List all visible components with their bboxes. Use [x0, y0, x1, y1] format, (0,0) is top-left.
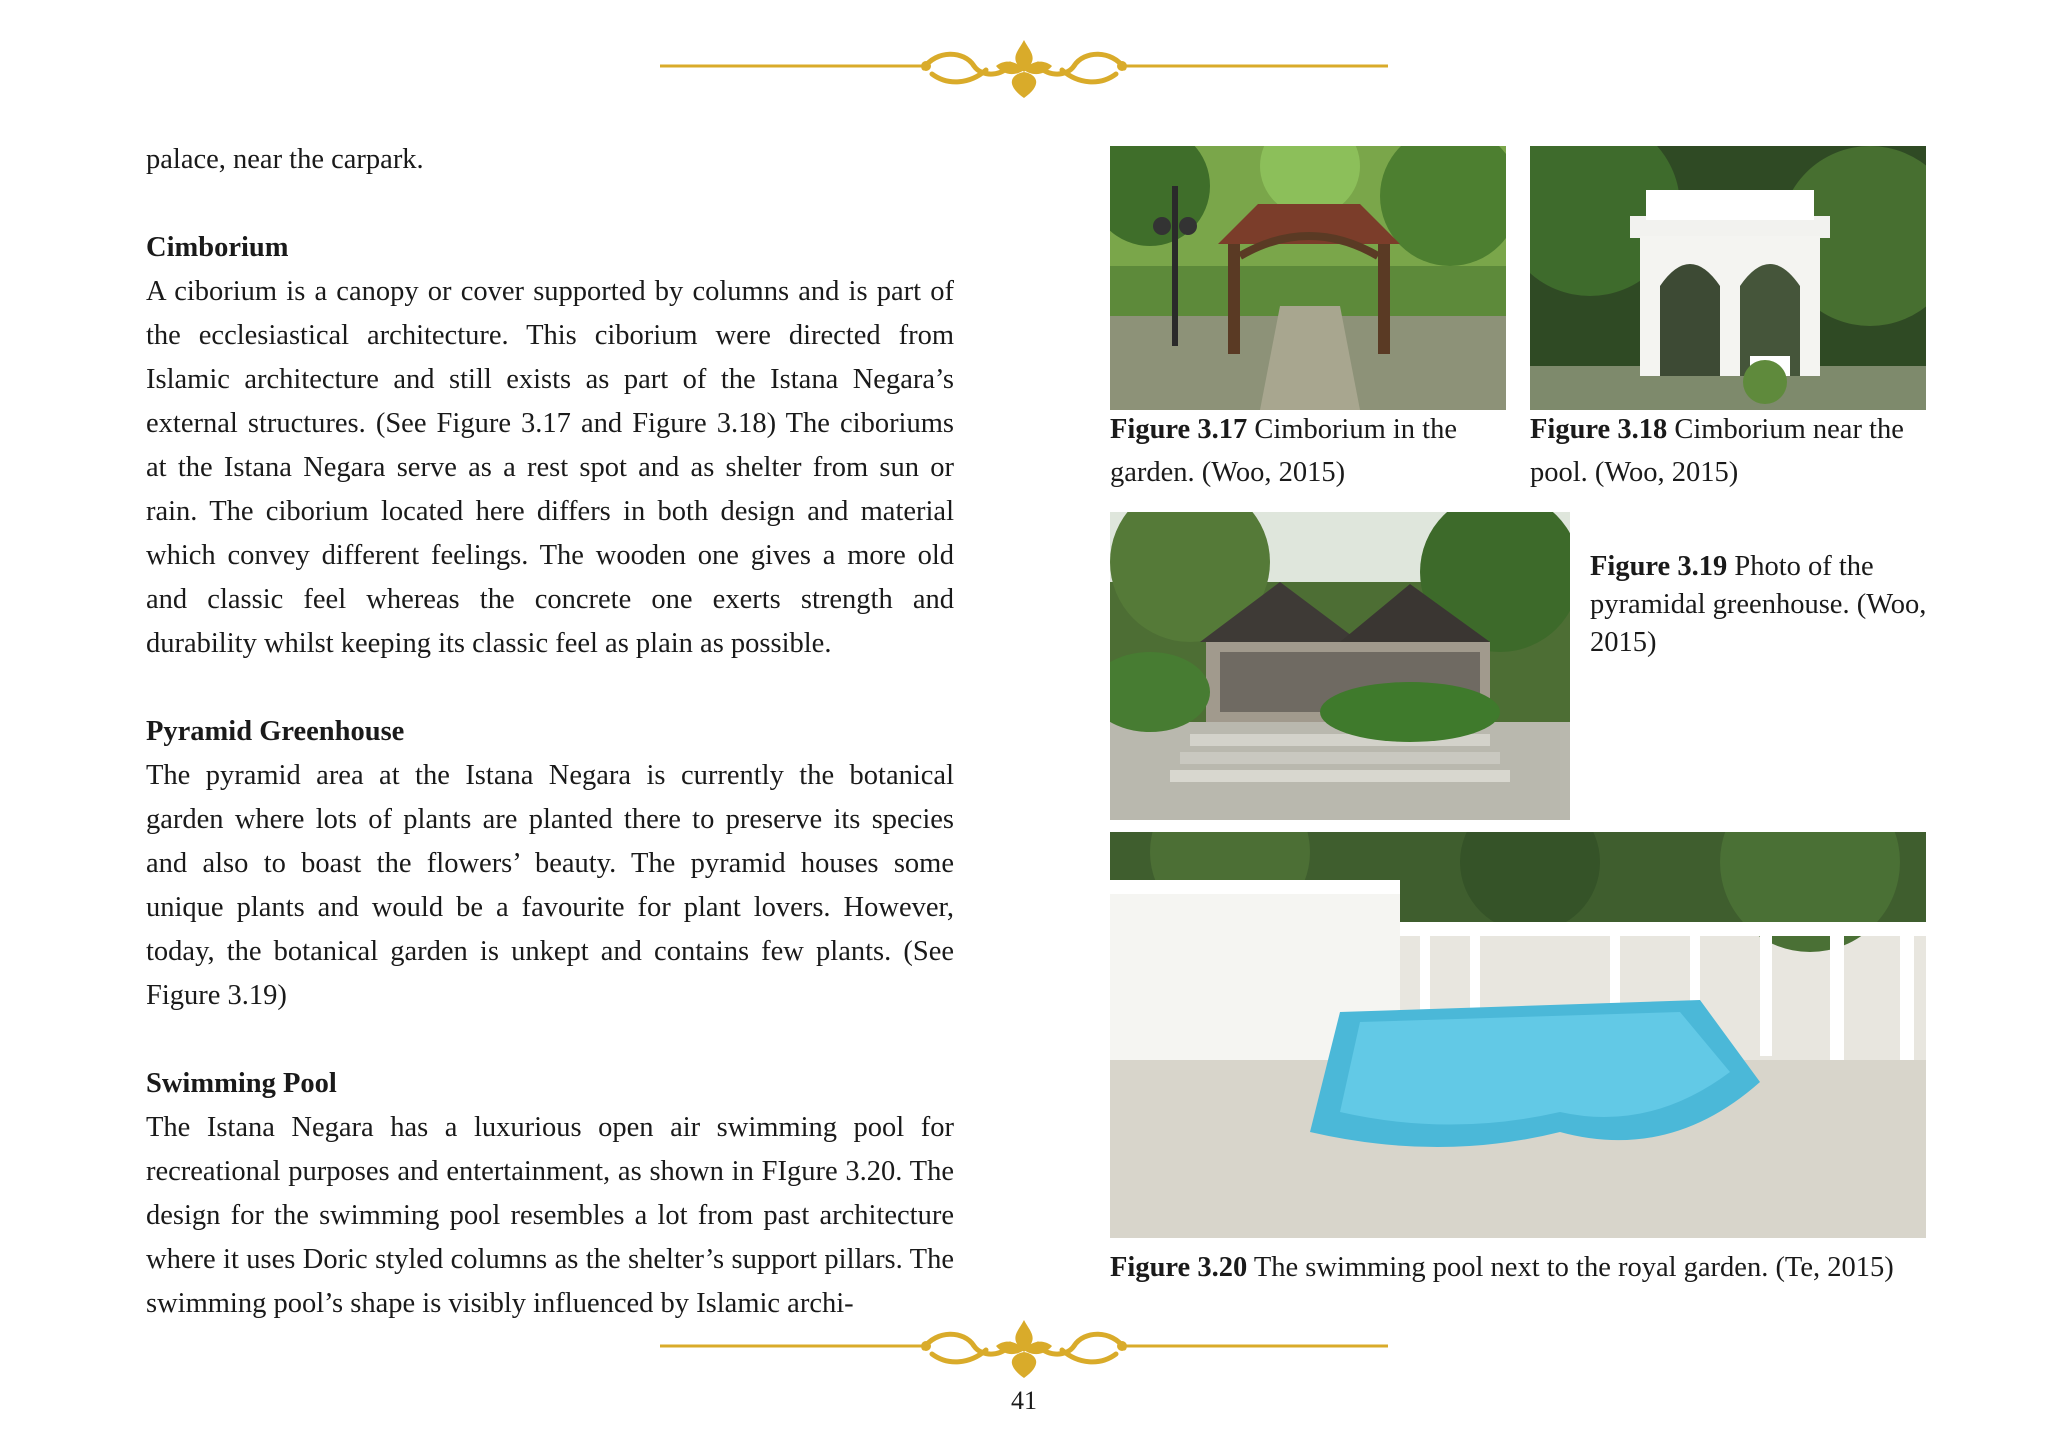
figure-3-17-caption: [1110, 408, 1510, 494]
section-cimborium: [146, 226, 954, 666]
figure-caption-text: The swimming pool next to the royal garden. (Te, 2015): [1253, 1252, 1894, 1283]
figure-label: Figure 3.19: [1590, 551, 1728, 582]
section-pyramid-greenhouse: [146, 710, 954, 1018]
bottom-ornament-divider: [660, 1316, 1388, 1386]
figure-3-18-caption: [1530, 408, 1930, 494]
figure-label: Figure 3.18: [1530, 414, 1668, 445]
body-text-column: [146, 138, 954, 1370]
figure-label: Figure 3.17: [1110, 414, 1248, 445]
section-heading: Cimborium: [146, 232, 289, 263]
section-heading: Swimming Pool: [146, 1068, 337, 1099]
intro-paragraph: palace, near the carpark.: [146, 144, 424, 175]
figure-label: Figure 3.20: [1110, 1252, 1248, 1283]
top-ornament-divider: [660, 36, 1388, 106]
section-paragraph: The Istana Negara has a luxurious open air swimming pool for recreational purposes and entertainment, as shown in FIgure 3.20. The design for the swimming pool resembles a lot from past architecture where it uses Doric styled columns as the shelter’s support pillars. The swimming pool’s shape is visibly influenced by Islamic archi-: [146, 1112, 954, 1319]
section-heading: Pyramid Greenhouse: [146, 716, 405, 747]
section-paragraph: A ciborium is a canopy or cover supported by columns and is part of the ecclesiastical architecture. This ciborium were directed from Islamic architecture and still exists as part of the Istana Negara’s external structures. (See Figure 3.17 and Figure 3.18) The ciboriums at the Istana Negara serve as a rest spot and as shelter from sun or rain. The ciborium located here differs in both design and material which convey different feelings. The wooden one gives a more old and classic feel whereas the concrete one exerts strength and durability whilst keeping its classic feel as plain as possible.: [146, 276, 954, 659]
figure-3-17-photo: [1110, 146, 1506, 410]
figure-caption-text: Cimborium near the pool. (Woo, 2015): [1530, 414, 1904, 488]
figure-caption-text: Photo of the pyramidal greenhouse. (Woo, 2015): [1590, 551, 1927, 658]
figure-3-19-photo: [1110, 512, 1570, 820]
page-number: 41: [1011, 1386, 1037, 1415]
section-swimming-pool: [146, 1062, 954, 1326]
section-paragraph: The pyramid area at the Istana Negara is currently the botanical garden where lots of plants are planted there to preserve its species and also to boast the flowers’ beauty. The pyramid houses some unique plants and would be a favourite for plant lovers. However, today, the botanical garden is unkept and contains few plants. (See Figure 3.19): [146, 760, 954, 1011]
figure-3-20-caption: [1110, 1246, 1950, 1289]
figure-3-20-photo: [1110, 832, 1926, 1238]
figure-3-18-photo: [1530, 146, 1926, 410]
figure-3-19-caption: [1590, 548, 1930, 662]
figure-caption-text: Cimborium in the garden. (Woo, 2015): [1110, 414, 1458, 488]
